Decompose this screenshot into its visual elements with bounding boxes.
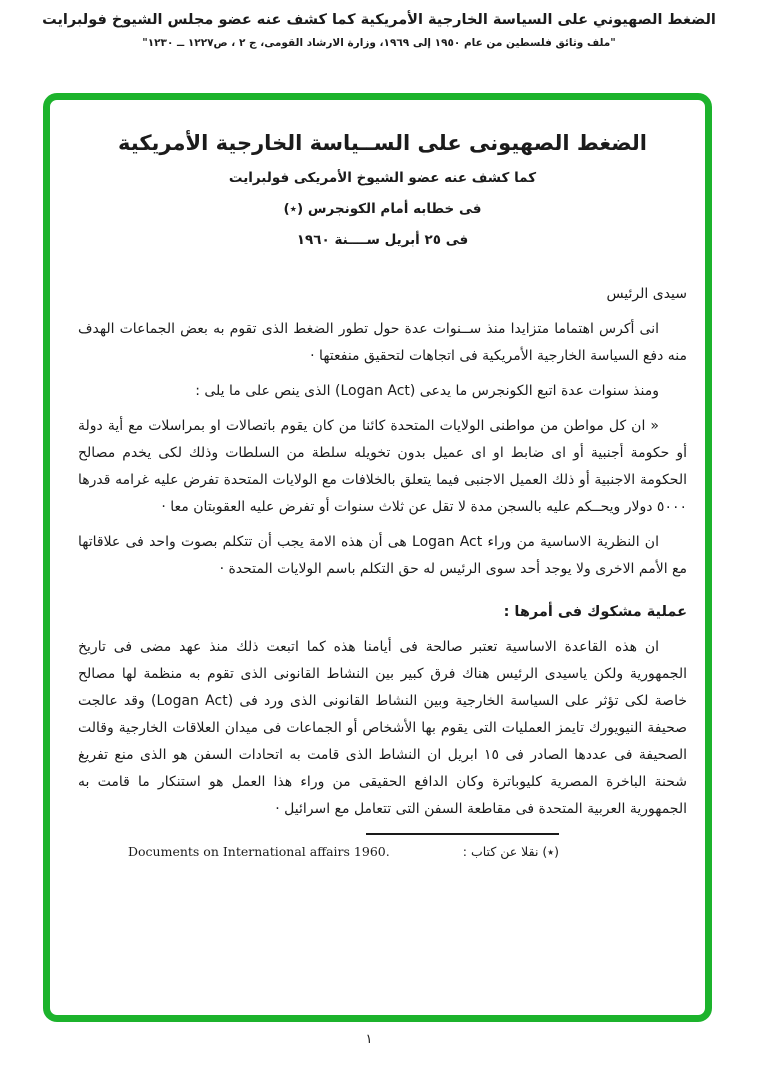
section-heading: عملية مشكوك فى أمرها : [503,604,687,620]
document-subtitle-speaker: كما كشف عنه عضو الشيوخ الأمريكى فولبرايت [228,170,537,186]
header-source-citation: "ملف وثائق فلسطين من عام ١٩٥٠ إلى ١٩٦٩، وزارة الارشاد القومى، ج ٢ ، ص١٢٢٧ ــ ١٢٣٠" [142,37,616,49]
document-frame [43,93,712,1022]
page-header [0,12,758,49]
footnote-row [78,835,687,861]
paragraph-logan-act-intro: ومنذ سنوات عدة اتبع الكونجرس ما يدعى (Logan Act) الذى ينص على ما يلى : [195,383,659,399]
document-body [50,100,705,1015]
quoted-logan-act-text: « ان كل مواطن من مواطنى الولايات المتحدة كائنا من كان يقوم باتصالات او بمراسلات مع أية دولة أو حكومة أجنبية أو اى ضابط او اى عميل بدون تخويله سلطة من السلطات وذلك لكى يخدم مصالح الحكومة الاجنبية أو ذلك العميل الاجنبى فيما يتعلق بالخلافات مع الولايات المتحدة تفرض عليه غرامه قدرها ٥٠٠٠ دولار ويحــكم عليه بالسجن مدة لا تقل عن ثلاث سنوات أو تفرض عليه العقوبتان معا · [78,418,687,515]
footnote [78,833,687,861]
document-title: الضغط الصهيونى على الســياسة الخارجية الأمريكية [118,131,647,155]
paragraph-logan-act-theory: ان النظرية الاساسية من وراء Logan Act هى أن هذه الامة يجب أن تتكلم بصوت واحد فى علاقاتها مع الأمم الاخرى ولا يوجد أحد سوى الرئيس له حق التكلم باسم الولايات المتحدة · [78,534,687,577]
page-number: ١ [365,1032,373,1047]
salutation: سيدى الرئيس [606,286,687,302]
header-title: الضغط الصهيوني على السياسة الخارجية الأمريكية كما كشف عنه عضو مجلس الشيوخ فولبرايت [42,12,716,28]
paragraph-section-body: ان هذه القاعدة الاساسية تعتبر صالحة فى أيامنا هذه كما اتبعت ذلك منذ عهد مضى فى تاريخ الجمهورية ولكن ياسيدى الرئيس هناك فرق كبير بين النشاط القانونى الذى تقوم به منظمة لها مصالح خاصة لكى تؤثر على السياسة الخارجية وبين النشاط القانونى الذى ورد فى (Logan Act) وقد عالجت صحيفة النيويورك تايمز العمليات التى يقوم بها الأشخاص أو الجماعات فى ميدان العلاقات الخارجية وقالت الصحيفة فى عددها الصادر فى ١٥ ابريل ان النشاط الذى قامت به اتحادات السفن هو الذى منع تفريغ شحنة الباخرة المصرية كليوباترة وكان الدافع الحقيقى من وراء هذا العمل هو استنكار ما قامت به الجمهورية العربية المتحدة فى مقاطعة السفن التى تتعامل مع اسرائيل · [78,639,688,817]
paragraph-intro: انى أكرس اهتماما متزايدا منذ ســنوات عدة حول تطور الضغط الذى تقوم به بعض الجماعات الهدف منه دفع السياسة الخارجية الأمريكية فى اتجاهات لتحقيق منفعتها · [78,321,687,364]
document-subtitle-occasion: فى خطابه أمام الكونجرس (٭) [283,201,482,217]
document-subtitle-date: فى ٢٥ أبريل ســــنة ١٩٦٠ [296,232,469,248]
footnote-marker: (٭) نقلا عن كتاب : [462,844,559,859]
footnote-source: Documents on International affairs 1960. [128,844,390,859]
